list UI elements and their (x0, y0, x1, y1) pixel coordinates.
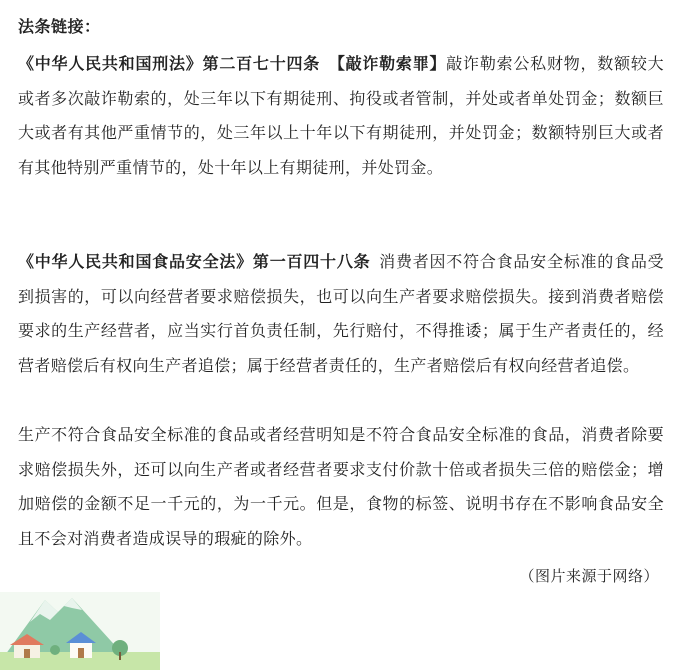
image-source-note: （图片来源于网络） (519, 567, 659, 585)
law1-text: 敲诈勒索公私财物，数额较大或者多次敲诈勒索的，处三年以下有期徒刑、拘役或者管制，并处或者单处罚金；数额巨大或者有其他严重情节的，处三年以上十年以下有期徒刑，并处罚金；数额特别巨大或者有其他特别严重情节的，处十年以上有期徒刑，并处罚金。 (18, 54, 664, 177)
law2-paragraph-2: 生产不符合食品安全标准的食品或者经营明知是不符合食品安全标准的食品，消费者除要求赔偿损失外，还可以向生产者或者经营者要求支付价款十倍或者损失三倍的赔偿金；增加赔偿的金额不足一千元的，为一千元。但是，食物的标签、说明书存在不影响食品安全且不会对消费者造成误导的瑕疵的除外。 (18, 425, 664, 548)
law1-crime: 【敲诈勒索罪】 (336, 54, 447, 73)
law1-paragraph (18, 47, 664, 185)
landscape-decoration (0, 592, 160, 670)
law1-title: 《中华人民共和国刑法》第二百七十四条 (18, 54, 321, 73)
law2-paragraph (18, 245, 664, 383)
section-heading: 法条链接： (18, 17, 101, 36)
law2-text: 消费者因不符合食品安全标准的食品受到损害的，可以向经营者要求赔偿损失，也可以向生产者要求赔偿损失。接到消费者赔偿要求的生产经营者，应当实行首负责任制，先行赔付，不得推诿；属于生产者责任的，经营者赔偿后有权向生产者追偿；属于经营者责任的，生产者赔偿后有权向经营者追偿。 (18, 252, 664, 375)
law2-title: 《中华人民共和国食品安全法》第一百四十八条 (18, 252, 371, 271)
